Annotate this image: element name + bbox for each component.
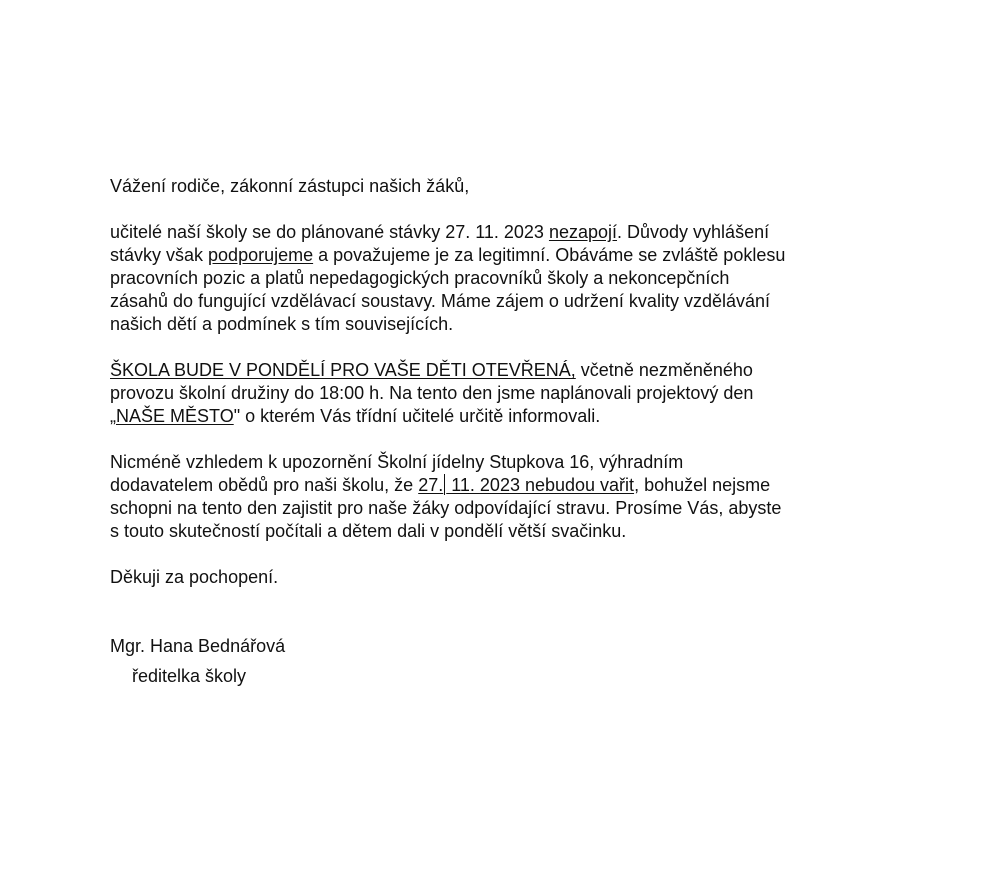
paragraph-strike-notice	[110, 221, 880, 336]
text-line	[110, 359, 880, 382]
text-line: s touto skutečností počítali a dětem dali v pondělí větší svačinku.	[110, 521, 627, 541]
text-line: zásahů do fungující vzdělávací soustavy. Máme zájem o udržení kvality vzdělávání	[110, 291, 770, 311]
text-line	[110, 405, 880, 428]
text-run: . Důvody vyhlášení	[617, 222, 770, 242]
text-run: " o kterém Vás třídní učitelé určitě informovali.	[233, 406, 601, 426]
underlined-text: NAŠE MĚSTO	[116, 406, 234, 426]
text-line: Nicméně vzhledem k upozornění Školní jídelny Stupkova 16, výhradním	[110, 452, 684, 472]
underlined-text: 11. 2023 nebudou vařit	[446, 475, 635, 495]
text-line: provozu školní družiny do 18:00 h. Na tento den jsme naplánovali projektový den	[110, 383, 754, 403]
text-run: včetně nezměněného	[575, 360, 753, 380]
underlined-text: podporujeme	[208, 245, 314, 265]
paragraph-school-open	[110, 359, 880, 428]
letter-body	[110, 175, 880, 688]
text-line: schopni na tento den zajistit pro naše žáky odpovídající stravu. Prosíme Vás, abyste	[110, 498, 782, 518]
text-run: dodavatelem obědů pro naši školu, že	[110, 475, 419, 495]
text-line	[110, 474, 880, 497]
text-run: , bohužel nejsme	[634, 475, 771, 495]
underlined-text: ŠKOLA BUDE V PONDĚLÍ PRO VAŠE DĚTI OTEVŘENÁ,	[110, 360, 576, 380]
text-line	[110, 244, 880, 267]
text-line: pracovních pozic a platů nepedagogických pracovníků školy a nekoncepčních	[110, 268, 730, 288]
underlined-text: 27.	[418, 475, 444, 495]
signature-name: Mgr. Hana Bednářová	[110, 636, 286, 656]
text-run: stávky však	[110, 245, 209, 265]
text-line	[110, 221, 880, 244]
text-run: učitelé naší školy se do plánované stávky 27. 11. 2023	[110, 222, 549, 242]
text-line: našich dětí a podmínek s tím souvisejících.	[110, 314, 454, 334]
signature-role: ředitelka školy	[132, 666, 247, 686]
text-run: „	[110, 406, 116, 426]
greeting: Vážení rodiče, zákonní zástupci našich žáků,	[110, 176, 470, 196]
underlined-text: nezapojí	[548, 222, 618, 242]
text-run: a považujeme je za legitimní. Obáváme se zvláště poklesu	[313, 245, 786, 265]
paragraph-canteen	[110, 451, 880, 543]
closing: Děkuji za pochopení.	[110, 567, 279, 587]
